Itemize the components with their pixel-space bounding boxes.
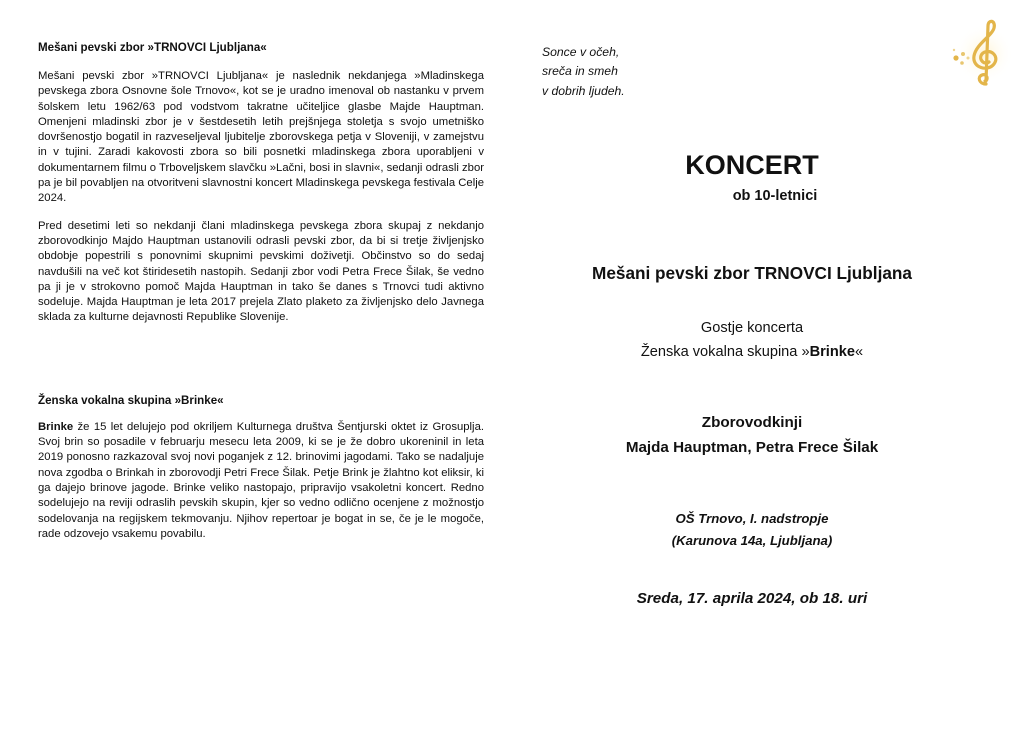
choir-history-paragraph: Mešani pevski zbor »TRNOVCI Ljubljana« je naslednik nekdanjega »Mladinskega pevskega zbora Osnovne šole Trnovo«, kot se je uradno imenoval ob nastanku v prvem šolskem letu 1962/63 pod vodstvom takratne učiteljice glasbe Majde Hauptman. Omenjeni mladinski zbor je v šestdesetih letih prejšnjega stoletja s svojo umetniško dovršenostjo bogatil in razveseljeval ljubitelje zborovskega petja v Sloveniji, v zamejstvu in v tujini. Zaradi kakovosti zbora so bili posnetki mladinskega zbora uporabljeni v dokumentarnem filmu o Trboveljskem slavčku »Lačni, bosi in slavni«, sedanji odrasli zbor pa je bil povabljen na otvoritveni slavnostni koncert Mladinskega pevskega festivala Celje 2024. — [38, 70, 484, 205]
brinke-paragraph — [38, 420, 484, 542]
concert-title: KONCERT — [685, 150, 819, 180]
venue: OŠ Trnovo, I. nadstropje — [675, 511, 829, 526]
brinke-lead-word: Brinke — [38, 420, 74, 433]
choir-section-heading: Mešani pevski zbor »TRNOVCI Ljubljana« — [38, 41, 267, 54]
poem-line: v dobrih ljudeh. — [542, 83, 625, 98]
choir-name: Mešani pevski zbor TRNOVCI Ljubljana — [592, 263, 912, 283]
concert-subtitle: ob 10-letnici — [732, 188, 818, 204]
brinke-section-heading: Ženska vokalna skupina »Brinke« — [38, 393, 224, 407]
concert-date: Sreda, 17. aprila 2024, ob 18. uri — [636, 590, 868, 607]
poem-line: sreča in smeh — [542, 64, 618, 79]
brinke-paragraph-text: že 15 let delujejo pod okriljem Kulturnega društva Šentjurski oktet iz Grosuplja. Svoj brin so posadile v februarju mesecu leta 2009, ki se je že dobro ukoreninil in leta 2019 ponosno razkazoval svoj novi poganjek z 12. brinovimi jagodami. Tako se nadaljuje nova zgodba o Brinkah in zborovodji Petri Frece Šilak. Petje Brink je žlahtno kot eliksir, ki ga dajejo brinove jagode. Brinke veliko nastopajo, pripravijo vsakoletni koncert. Redno sodelujejo na reviji odraslih pevskih skupin, kjer so vedno odlično ocenjene z možnostjo sodelovanja na regijskem tekmovanju. Njihov repertoar je bogat in se, če je le mogoče, rade odzovejo vsakemu povabilu. — [38, 420, 484, 540]
poem-line: Sonce v očeh, — [542, 45, 620, 59]
treble-clef-music-icon — [946, 14, 1014, 92]
conductors-names: Majda Hauptman, Petra Frece Šilak — [625, 439, 879, 456]
guests-name: Brinke — [809, 344, 856, 360]
left-column — [38, 40, 484, 542]
choir-founding-paragraph: Pred desetimi leti so nekdanji člani mladinskega pevskega zbora skupaj z nekdanjo zborovodkinjo Majdo Hauptman ustanovili odrasli pevski zbor, da bi si tretje življenjsko obdobje popestrili s ponovnimi skupnimi pevskimi doživetji. Občinstvo so do sedaj navdušili na več kot štiridesetih nastopih. Sedanji zbor vodi Petra Frece Šilak, še vedno pa ji je v strokovno pomoč Majda Hauptman in tako še danes s Trnovci tudi aktivno sodeluje. Majda Hauptman je leta 2017 prejela Zlato plaketo za življenjsko delo Javnega sklada za kulturne dejavnosti Republike Slovenije. — [38, 219, 484, 324]
conductors-label: Zborovodkinji — [701, 414, 803, 431]
guests-line — [547, 342, 957, 362]
venue-address: (Karunova 14a, Ljubljana) — [671, 533, 833, 548]
motto-poem — [542, 43, 625, 101]
guests-prefix: Ženska vokalna skupina » — [640, 344, 810, 360]
guests-suffix: « — [855, 344, 864, 360]
guests-label: Gostje koncerta — [700, 320, 804, 336]
